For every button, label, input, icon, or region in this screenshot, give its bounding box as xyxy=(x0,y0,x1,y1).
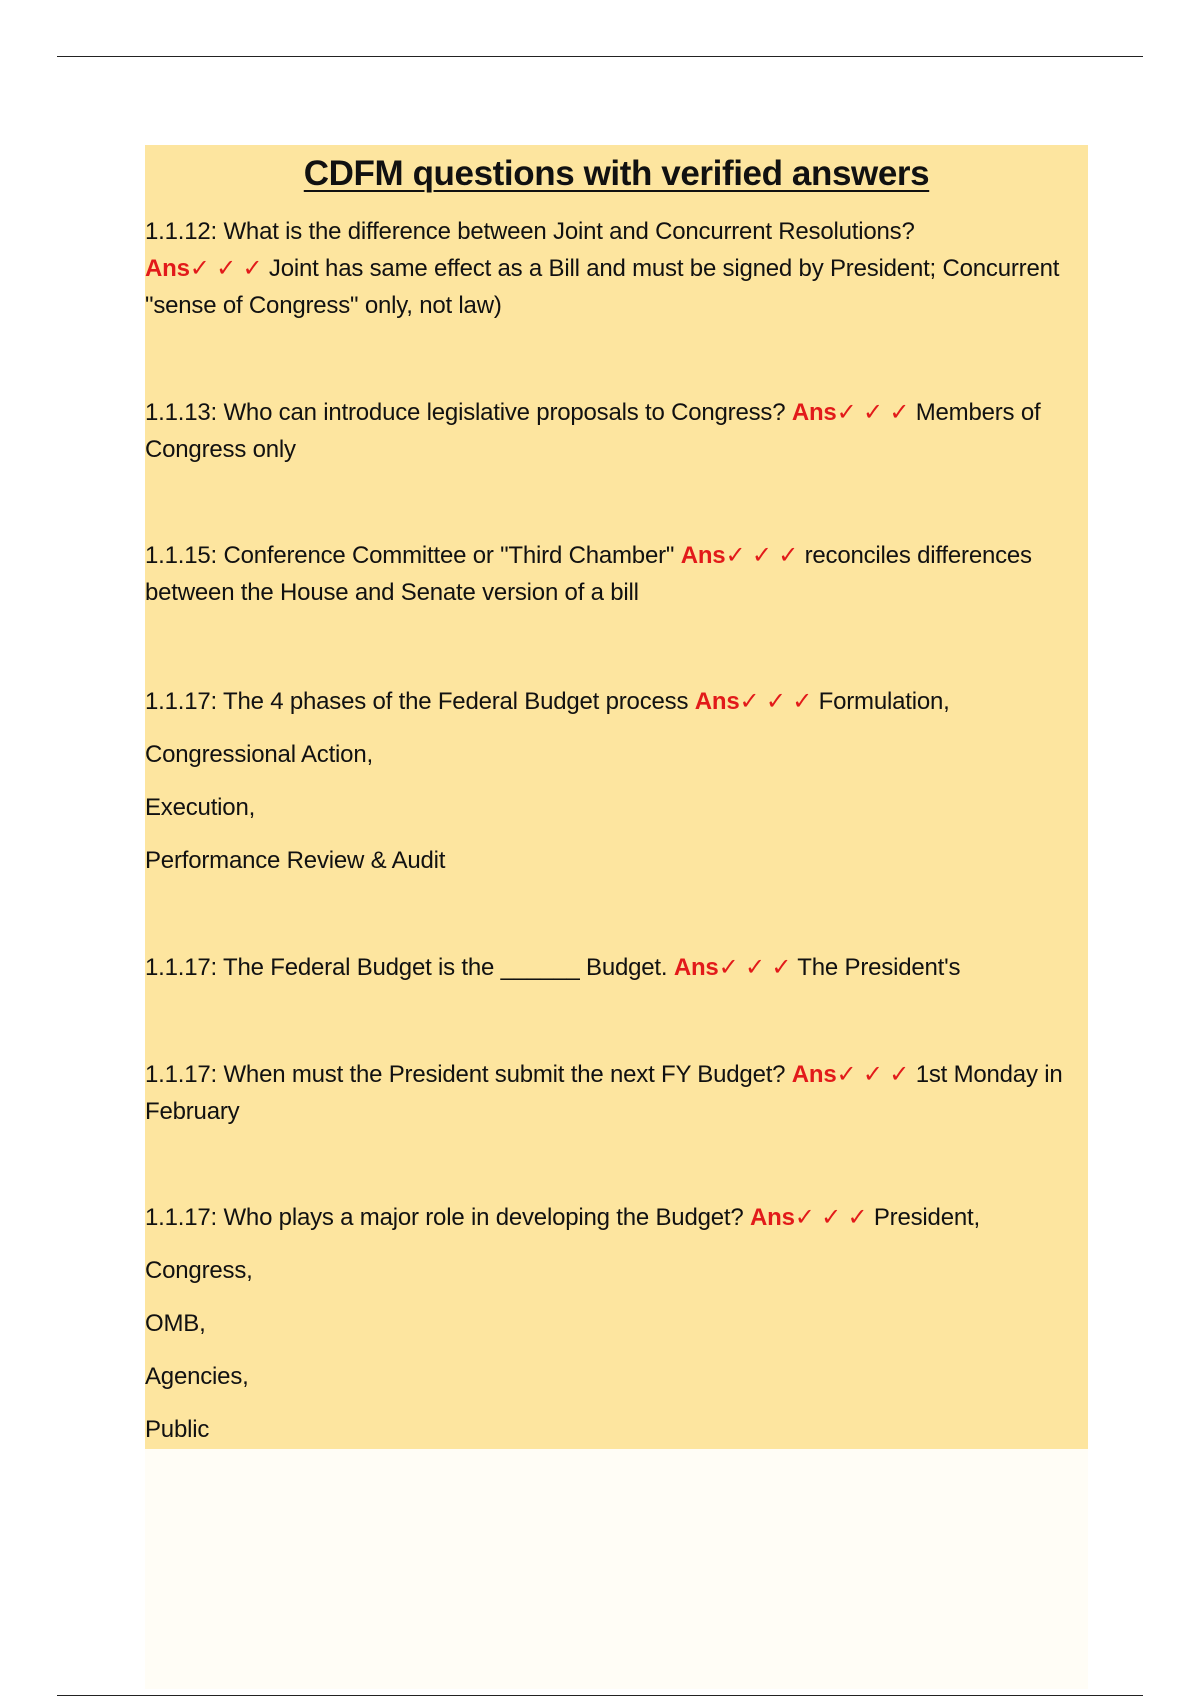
answer-text: Members of Congress only xyxy=(145,399,1041,463)
check-marks-icon: ✓ ✓ ✓ xyxy=(718,954,792,981)
answer-continuation: Congressional Action, xyxy=(145,741,373,768)
check-marks-icon: ✓ ✓ ✓ xyxy=(189,255,263,282)
question-text: 1.1.17: When must the President submit the next FY Budget? xyxy=(145,1061,786,1088)
qa-item xyxy=(145,394,1085,468)
question-text: 1.1.12: What is the difference between Joint and Concurrent Resolutions? xyxy=(145,218,915,245)
answer-text: President, xyxy=(873,1204,980,1231)
check-marks-icon: ✓ ✓ ✓ xyxy=(836,1061,910,1088)
answer-marker: Ans xyxy=(680,542,726,569)
check-marks-icon: ✓ ✓ ✓ xyxy=(725,542,799,569)
answer-text: reconciles differences between the House and Senate version of a bill xyxy=(145,542,1032,606)
qa-paragraph xyxy=(145,213,1085,324)
answer-marker: Ans xyxy=(145,255,190,282)
answer-marker: Ans xyxy=(791,1061,837,1088)
document-title: CDFM questions with verified answers xyxy=(303,154,930,193)
question-text: 1.1.15: Conference Committee or "Third Chamber" xyxy=(145,542,675,569)
check-marks-icon: ✓ ✓ ✓ xyxy=(794,1204,868,1231)
question-text: 1.1.13: Who can introduce legislative proposals to Congress? xyxy=(145,399,786,426)
qa-paragraph xyxy=(145,949,1085,986)
answer-text: Formulation, xyxy=(818,688,950,715)
page-background-strip xyxy=(145,1449,1088,1689)
qa-paragraph xyxy=(145,537,1085,611)
answer-marker: Ans xyxy=(791,399,837,426)
answer-text: The President's xyxy=(797,954,961,981)
qa-item xyxy=(145,683,1085,879)
qa-item xyxy=(145,1056,1085,1130)
answer-continuation: Public xyxy=(145,1416,210,1443)
qa-item xyxy=(145,537,1085,611)
question-text: 1.1.17: Who plays a major role in developing the Budget? xyxy=(145,1204,744,1231)
qa-paragraph xyxy=(145,394,1085,468)
highlighted-content-block xyxy=(145,145,1088,1449)
answer-continuation: OMB, xyxy=(145,1310,206,1337)
check-marks-icon: ✓ ✓ ✓ xyxy=(739,688,813,715)
bottom-rule xyxy=(57,1695,1143,1696)
qa-paragraph xyxy=(145,1056,1085,1130)
question-text: 1.1.17: The Federal Budget is the ______ Budget. xyxy=(145,954,668,981)
qa-item xyxy=(145,1199,1085,1448)
question-text: 1.1.17: The 4 phases of the Federal Budget process xyxy=(145,688,689,715)
top-rule xyxy=(57,56,1143,57)
answer-continuation: Congress, xyxy=(145,1257,253,1284)
answer-marker: Ans xyxy=(749,1204,795,1231)
answer-continuation: Execution, xyxy=(145,794,256,821)
qa-item xyxy=(145,949,1085,986)
answer-marker: Ans xyxy=(673,954,719,981)
answer-continuation: Agencies, xyxy=(145,1363,249,1390)
answer-text: Joint has same effect as a Bill and must be signed by President; Concurrent "sense of Congress" only, not law) xyxy=(145,255,1060,319)
qa-paragraph xyxy=(145,1199,1085,1236)
check-marks-icon: ✓ ✓ ✓ xyxy=(836,399,910,426)
answer-marker: Ans xyxy=(694,688,740,715)
qa-paragraph xyxy=(145,683,1085,720)
qa-item xyxy=(145,213,1085,324)
answer-text: 1st Monday in February xyxy=(145,1061,1063,1125)
answer-continuation: Performance Review & Audit xyxy=(145,847,446,874)
